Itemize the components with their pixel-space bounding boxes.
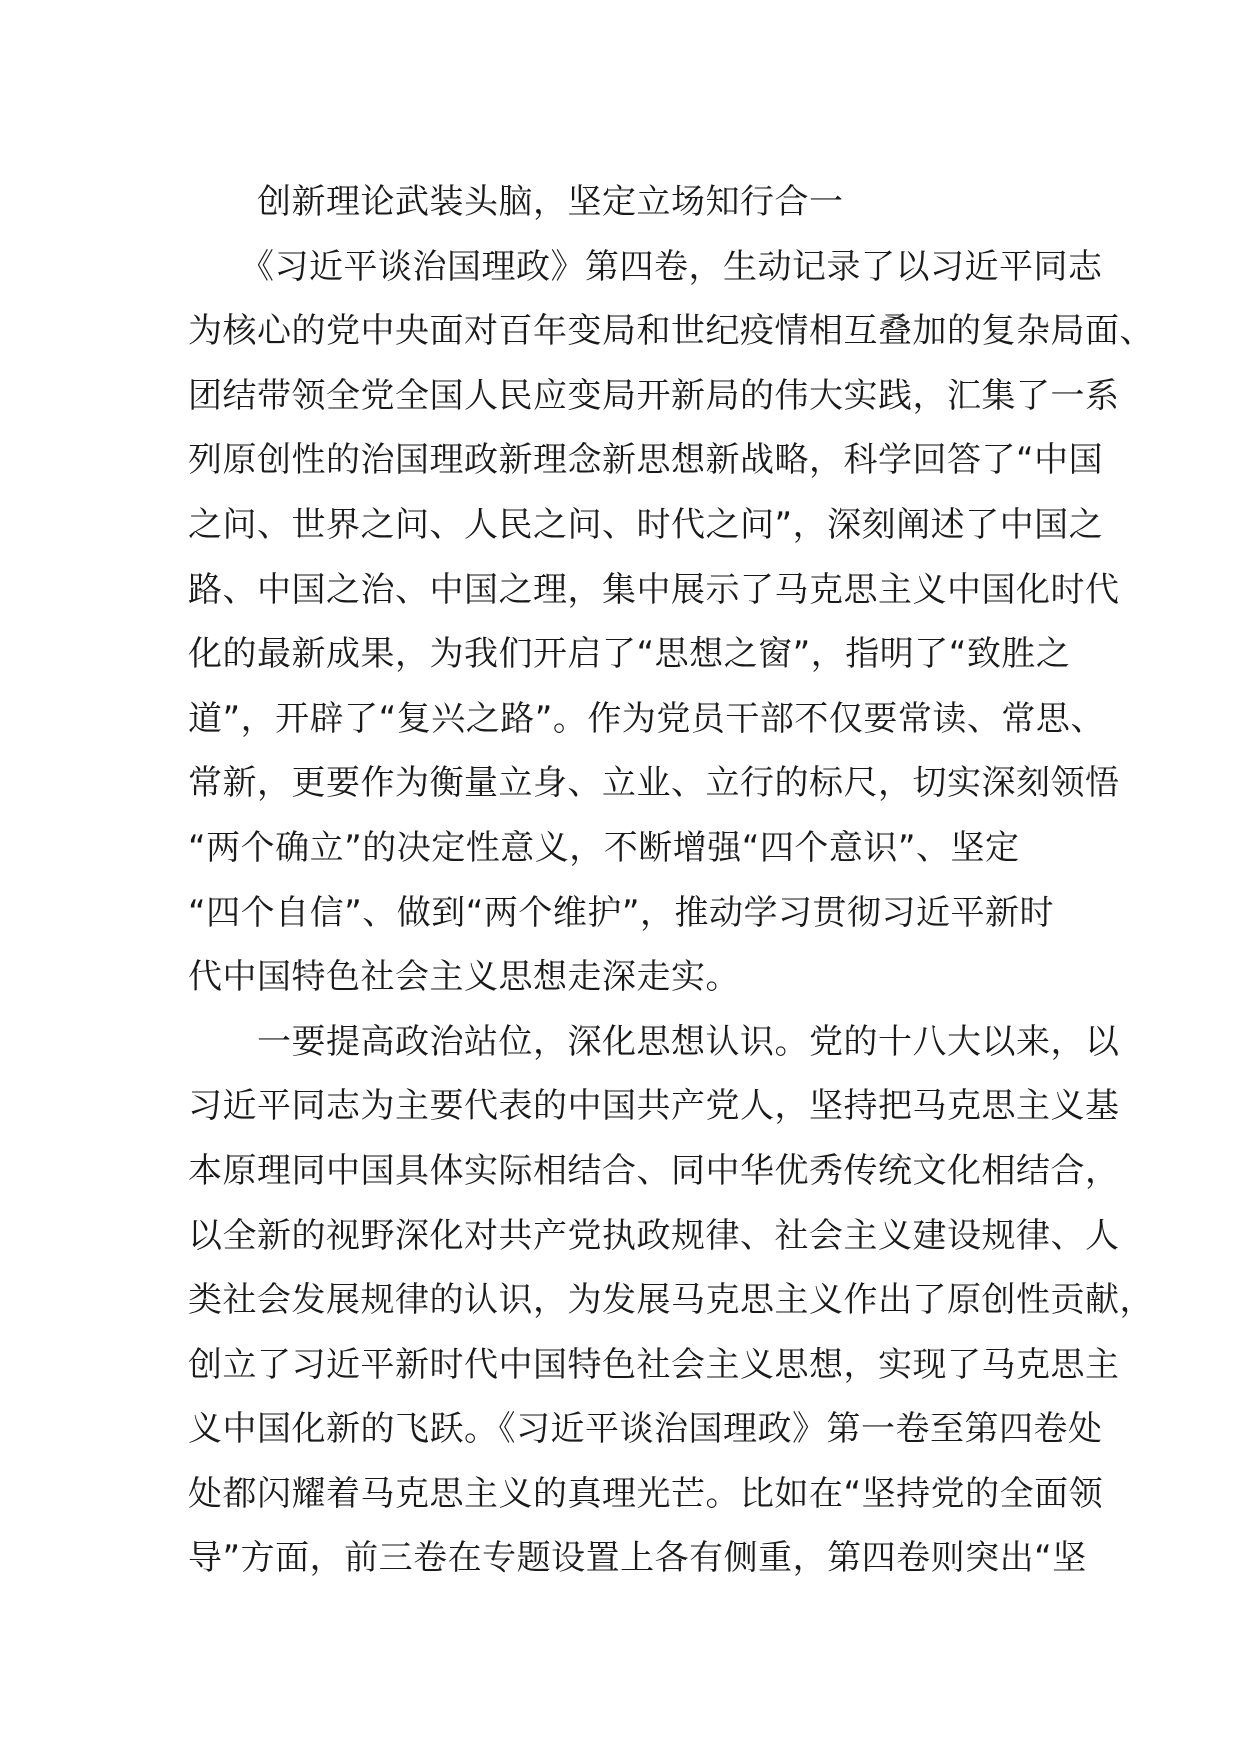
text-line: 本原理同中国具体实际相结合、同中华优秀传统文化相结合，	[188, 1150, 1120, 1191]
text-line: “两个确立”的决定性意义，不断增强“四个意识”、坚定	[188, 827, 1020, 868]
text-line: 常新，更要作为衡量立身、立业、立行的标尺，切实深刻领悟	[188, 763, 1120, 804]
text-line: 列原创性的治国理政新理念新思想新战略，科学回答了“中国	[188, 440, 1104, 481]
text-line: 一要提高政治站位，深化思想认识。党的十八大以来，以	[188, 1021, 1120, 1062]
text-line: 化的最新成果，为我们开启了“思想之窗”，指明了“致胜之	[188, 634, 1071, 675]
text-line: “四个自信”、做到“两个维护”，推动学习贯彻习近平新时	[188, 892, 1054, 933]
text-line: 《习近平谈治国理政》第四卷，生动记录了以习近平同志	[188, 246, 1103, 287]
text-line: 类社会发展规律的认识，为发展马克思主义作出了原创性贡献，	[188, 1280, 1154, 1321]
text-line: 以全新的视野深化对共产党执政规律、社会主义建设规律、人	[188, 1215, 1120, 1256]
text-line: 处都闪耀着马克思主义的真理光芒。比如在“坚持党的全面领	[188, 1473, 1104, 1514]
text-line: 为核心的党中央面对百年变局和世纪疫情相互叠加的复杂局面、	[188, 311, 1154, 352]
text-line: 团结带领全党全国人民应变局开新局的伟大实践，汇集了一系	[188, 375, 1120, 416]
text-line: 道”，开辟了“复兴之路”。作为党员干部不仅要常读、常思、	[188, 698, 1105, 739]
text-line: 路、中国之治、中国之理，集中展示了马克思主义中国化时代	[188, 569, 1120, 610]
text-line: 习近平同志为主要代表的中国共产党人，坚持把马克思主义基	[188, 1086, 1120, 1127]
text-line: 代中国特色社会主义思想走深走实。	[188, 957, 740, 998]
text-line: 义中国化新的飞跃。《习近平谈治国理政》第一卷至第四卷处	[188, 1409, 1103, 1450]
document-title: 创新理论武装头脑，坚定立场知行合一	[188, 182, 844, 222]
document-body	[188, 170, 1154, 1591]
text-line: 之问、世界之问、人民之问、时代之问”，深刻阐述了中国之	[188, 504, 1104, 545]
text-line: 导”方面，前三卷在专题设置上各有侧重，第四卷则突出“坚	[188, 1538, 1087, 1579]
text-line: 创立了习近平新时代中国特色社会主义思想，实现了马克思主	[188, 1344, 1120, 1385]
